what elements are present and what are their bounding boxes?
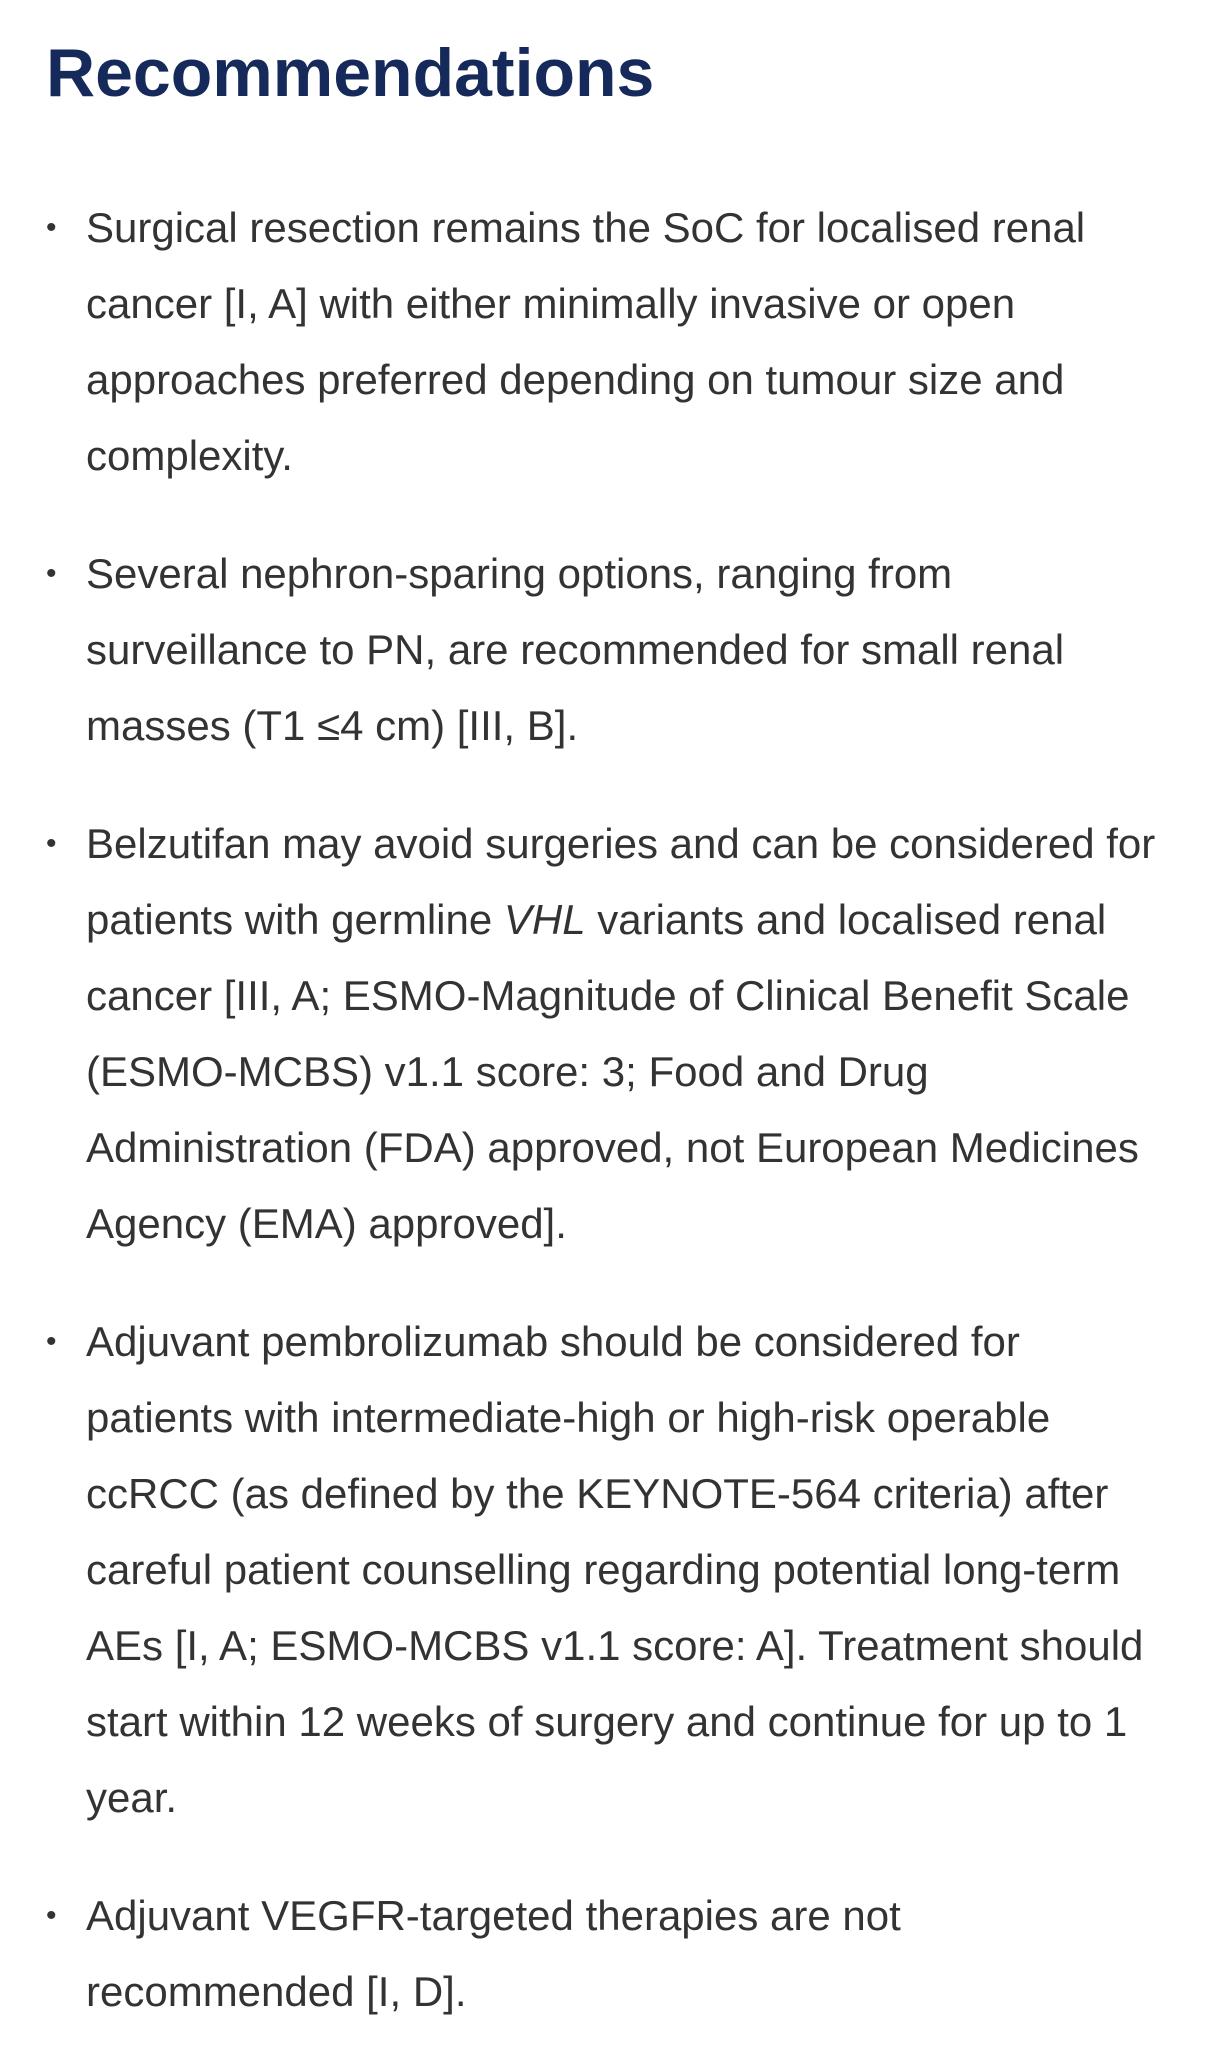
gene-name-italic: VHL <box>503 896 586 943</box>
list-item <box>46 806 1156 1262</box>
list-item <box>46 536 1156 764</box>
bullet-icon: • <box>46 1325 57 1358</box>
list-item <box>46 1878 1156 2030</box>
list-item <box>46 1304 1156 1836</box>
recommendation-text: Surgical resection remains the SoC for localised renal cancer [I, A] with either minimally invasive or open approaches preferred depending on tumour size and complexity. <box>86 204 1086 479</box>
recommendation-text <box>86 806 1156 1262</box>
bullet-icon: • <box>46 1899 57 1932</box>
recommendation-text: Adjuvant VEGFR-targeted therapies are not recommended [I, D]. <box>86 1892 901 2015</box>
recommendation-text: Adjuvant pembrolizumab should be considered for patients with intermediate-high or high-risk operable ccRCC (as defined by the KEYNOTE-564 criteria) after careful patient counselling regarding potential long-term AEs [I, A; ESMO-MCBS v1.1 score: A]. Treatment should start within 12 weeks of surgery and continue for up to 1 year. <box>86 1318 1144 1821</box>
recommendations-list <box>46 190 1156 2030</box>
list-item <box>46 190 1156 494</box>
recommendation-text: Several nephron-sparing options, ranging from surveillance to PN, are recommended for small renal masses (T1 ≤4 cm) [III, B]. <box>86 550 1065 749</box>
bullet-icon: • <box>46 827 57 860</box>
bullet-icon: • <box>46 211 57 244</box>
bullet-icon: • <box>46 557 57 590</box>
recommendation-text-part: variants and localised renal cancer [III, A; ESMO-Magnitude of Clinical Benefit Scale (ESMO-MCBS) v1.1 score: 3; Food and Drug Administration (FDA) approved, not European Medicines Agency (EMA) approved]. <box>86 896 1139 1247</box>
page-title: Recommendations <box>46 35 655 111</box>
recommendation-text-part: Belzutifan may avoid surgeries and can be considered for patients with germline <box>86 820 1156 943</box>
